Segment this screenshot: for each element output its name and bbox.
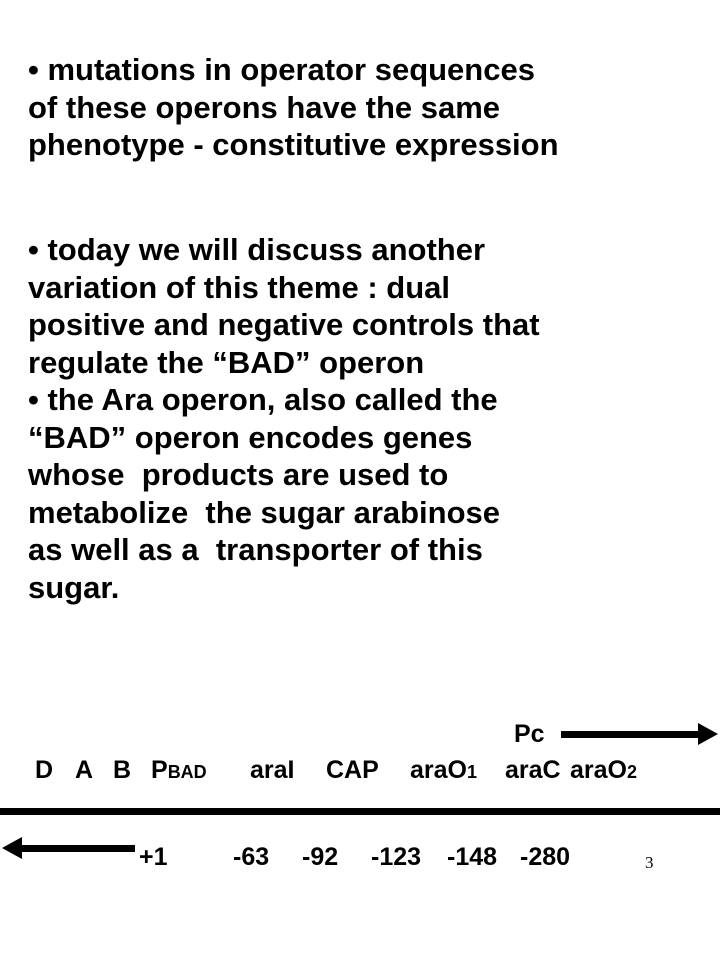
bullet-block-1 [28,51,708,164]
position-label: -280 [520,843,571,871]
pbad-arrow-head [2,837,22,859]
operator-arao1 [410,756,477,785]
operator-arao2-main: araO [570,756,627,784]
gene-label-b: B [113,756,132,784]
gene-label-cap: CAP [326,756,379,784]
dna-line [0,808,720,815]
operator-arao1-main: araO [410,756,467,784]
text-line: regulate the “BAD” operon [28,344,425,380]
position-label: -123 [371,843,422,871]
text-line: whose products are used to [28,457,449,492]
gene-label-d: D [35,756,54,784]
gene-label-arai: araI [250,756,295,784]
text-line: • today we will discuss another [28,232,486,267]
promoter-pbad [151,756,207,785]
operator-arao1-sub: 1 [466,762,477,782]
operator-arao2-sub: 2 [626,762,637,782]
operator-arao2 [570,756,637,785]
pc-arrow-head [698,723,718,745]
pc-arrow-shaft [561,731,701,738]
promoter-pbad-main: P [151,756,168,784]
pc-label: Pc [514,720,545,748]
promoter-pbad-sub: BAD [167,762,207,782]
text-line: • mutations in operator sequences [28,52,535,87]
text-line: phenotype - constitutive expression [28,127,559,162]
gene-label-arac: araC [505,756,561,784]
text-line: sugar. [28,569,120,605]
pbad-arrow-shaft [20,845,135,852]
text-line: variation of this theme : dual [28,269,450,305]
text-line: • the Ara operon, also called the [28,382,498,417]
gene-label-a: A [75,756,94,784]
text-line: positive and negative controls that [28,307,540,342]
text-line: “BAD” operon encodes genes [28,419,473,455]
position-label: -92 [302,843,339,871]
bullet-block-2 [28,231,708,606]
text-line: as well as a transporter of this [28,532,483,567]
position-label: +1 [139,843,168,871]
position-label: -63 [233,843,270,871]
page-number: 3 [645,853,654,872]
text-line: metabolize the sugar arabinose [28,494,501,530]
position-label: -148 [447,843,498,871]
text-line: of these operons have the same [28,89,501,125]
